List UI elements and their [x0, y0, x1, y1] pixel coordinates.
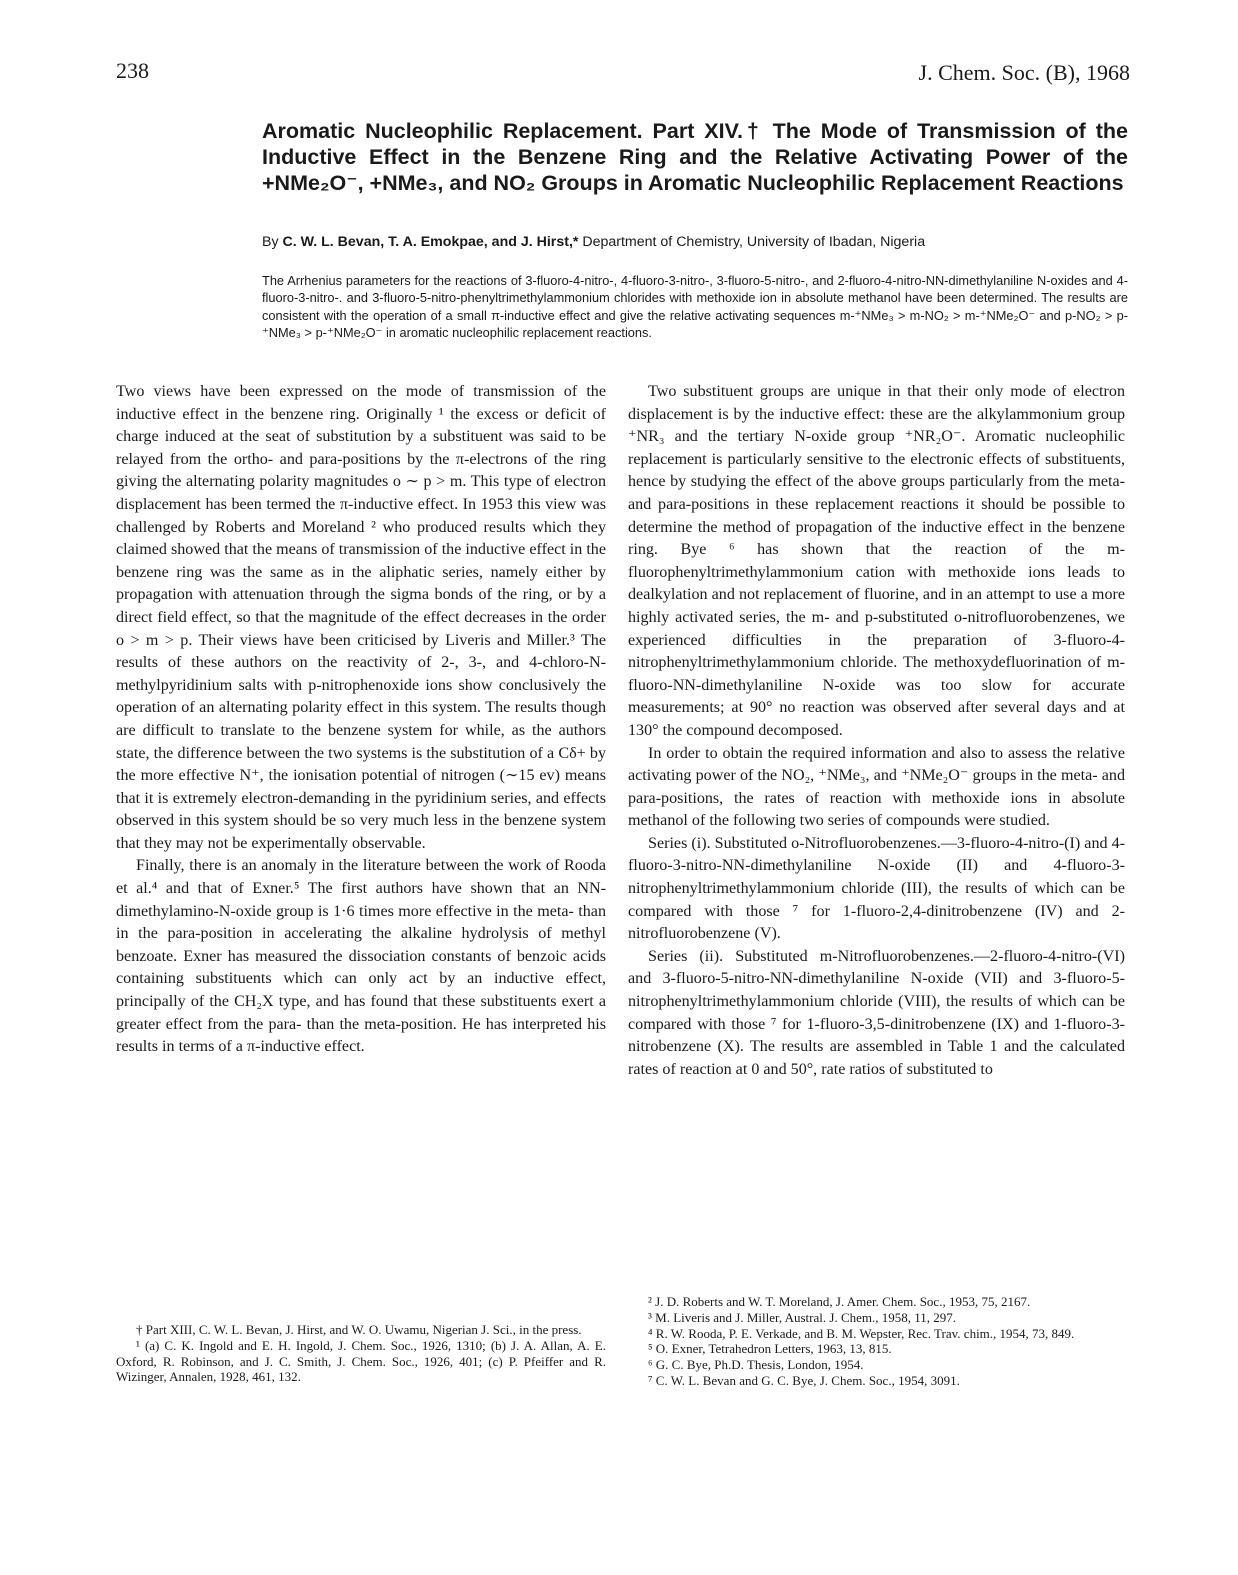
journal-reference: J. Chem. Soc. (B), 1968: [918, 60, 1130, 85]
footnotes-left: [116, 1322, 606, 1385]
footnote: ⁶ G. C. Bye, Ph.D. Thesis, London, 1954.: [648, 1357, 864, 1373]
page-number: 238: [116, 58, 149, 83]
paragraph: Series (ii). Substituted m-Nitrofluorobenzenes.—2-fluoro-4-nitro-(VI) and 3-fluoro-5-nitro-NN-dimethylaniline N-oxide (VII) and 3-fluoro-5-nitrophenyltrimethylammonium chloride (VIII), the results of which can be compared with those ⁷ for 1-fluoro-3,5-dinitrobenzene (IX) and 1-fluoro-3-nitrobenzene (X). The results are assembled in Table 1 and the calculated rates of reaction at 0 and 50°, rate ratios of substituted to: [628, 947, 1125, 1078]
footnote: † Part XIII, C. W. L. Bevan, J. Hirst, and W. O. Uwamu, Nigerian J. Sci., in the press.: [136, 1322, 582, 1337]
paragraph: Series (i). Substituted o-Nitrofluorobenzenes.—3-fluoro-4-nitro-(I) and 4-fluoro-3-nitro-NN-dimethylaniline N-oxide (II) and 4-fluoro-3-nitrophenyltrimethylammonium chloride (III), the results of which can be compared with those ⁷ for 1-fluoro-2,4-dinitrobenzene (IV) and 2-nitrofluorobenzene (V).: [628, 834, 1125, 943]
paragraph: Finally, there is an anomaly in the literature between the work of Rooda et al.⁴ and that of Exner.⁵ The first authors have shown that an NN-dimethylamino-N-oxide group is 1·6 times more effective in the meta- than in the para-position in accelerating the alkaline hydrolysis of methyl benzoate. Exner has measured the dissociation constants of benzoic acids containing substituents which can only act by an inductive effect, principally of the CH₂X type, and has found that these substituents exert a greater effect from the para- than the meta-position. He has interpreted his results in terms of a π-inductive effect.: [116, 857, 606, 1056]
footnote: ⁴ R. W. Rooda, P. E. Verkade, and B. M. Wepster, Rec. Trav. chim., 1954, 73, 849.: [648, 1325, 1075, 1341]
left-column: [116, 381, 606, 1059]
footnotes-right: [628, 1294, 1125, 1389]
byline-prefix: By: [262, 234, 283, 250]
right-column: [628, 381, 1125, 1081]
title-dagger: †: [742, 119, 763, 143]
title-part-1: Aromatic Nucleophilic Replacement. Part XIV.: [262, 119, 743, 143]
byline: [262, 234, 1132, 250]
footnote: ² J. D. Roberts and W. T. Moreland, J. Amer. Chem. Soc., 1953, 75, 2167.: [648, 1294, 1031, 1309]
paragraph: In order to obtain the required information and also to assess the relative activating power of the NO₂, ⁺NMe₃, and ⁺NMe₂O⁻ groups in the meta- and para-positions, the rates of reaction with methoxide ions in absolute methanol of the following two series of compounds were studied.: [628, 744, 1125, 830]
title-groups: +NMe₂O⁻, +NMe₃, and NO₂: [262, 171, 536, 195]
paragraph: Two substituent groups are unique in that their only mode of electron displacement is by the inductive effect: these are the alkylammonium group ⁺NR₃ and the tertiary N-oxide group ⁺NR₂O⁻. Aromatic nucleophilic replacement is particularly sensitive to the electronic effects of substituents, hence by studying the effect of the above groups particularly from the meta- and para-positions in these replacement reactions it should be possible to determine the method of propagation of the inductive effect in the benzene ring. Bye ⁶ has shown that the reaction of the m-fluorophenyltrimethylammonium cation with methoxide ions leads to dealkylation and not replacement of fluorine, and in an attempt to use a more highly activated series, the m- and p-substituted o-nitrofluorobenzenes, we experienced difficulties in the preparation of 3-fluoro-4-nitrophenyltrimethylammonium chloride. The methoxydefluorination of m-fluoro-NN-dimethylaniline N-oxide was too slow for accurate measurements; at 90° no reaction was observed after several days and at 130° the compound decomposed.: [628, 383, 1125, 739]
authors: C. W. L. Bevan, T. A. Emokpae, and J. Hirst,*: [282, 234, 579, 250]
footnote: ⁵ O. Exner, Tetrahedron Letters, 1963, 13, 815.: [648, 1341, 892, 1357]
article-title: [262, 118, 1128, 196]
abstract: The Arrhenius parameters for the reactions of 3-fluoro-4-nitro-, 4-fluoro-3-nitro-, 3-fluoro-5-nitro-, and 2-fluoro-4-nitro-NN-dimethylaniline N-oxides and 4-fluoro-3-nitro-. and 3-fluoro-5-nitro-phenyltrimethylammonium chlorides with methoxide ion in absolute methanol have been determined. The results are consistent with the operation of a small π-inductive effect and give the relative activating sequences m-⁺NMe₃ > m-NO₂ > m-⁺NMe₂O⁻ and p-NO₂ > p-⁺NMe₃ > p-⁺NMe₂O⁻ in aromatic nucleophilic replacement reactions.: [262, 273, 1128, 340]
title-part-2: The Mode of Transmission of the Inductive Effect in the Benzene Ring and the Relative Activating Power of the: [262, 119, 1128, 169]
paragraph: Two views have been expressed on the mode of transmission of the inductive effect in the benzene ring. Originally ¹ the excess or deficit of charge induced at the seat of substitution by a substituent was said to be relayed from the ortho- and para-positions by the π-electrons of the ring giving the alternating polarity magnitudes o ∼ p > m. This type of electron displacement has been termed the π-inductive effect. In 1953 this view was challenged by Roberts and Moreland ² who produced results which they claimed showed that the means of transmission of the inductive effect in the benzene ring was the same as in the aliphatic series, namely either by propagation with attenuation through the sigma bonds of the ring, or by a direct field effect, so that the magnitude of the effect decreases in the order o > m > p. Their views have been criticised by Liveris and Miller.³ The results of these authors on the reactivity of 2-, 3-, and 4-chloro-N-methylpyridinium salts with p-nitrophenoxide ions show conclusively the operation of an alternating polarity effect in this system. The results though are difficult to translate to the benzene system for while, as the authors state, the difference between the two systems is the substitution of a Cδ+ by the more effective N⁺, the ionisation potential of nitrogen (∼15 ev) means that it is extremely electron-demanding in the pyridinium series, and effects observed in this system should be so very much less in the benzene system that they may not be experimentally observable.: [116, 383, 606, 852]
footnote: ¹ (a) C. K. Ingold and E. H. Ingold, J. Chem. Soc., 1926, 1310; (b) J. A. Allan, A. E. Oxford, R. Robinson, and J. C. Smith, J. Chem. Soc., 1926, 401; (c) P. Pfeiffer and R. Wizinger, Annalen, 1928, 461, 132.: [116, 1337, 606, 1385]
title-part-3: Groups in Aromatic Nucleophilic Replacement Reactions: [535, 171, 1124, 195]
affiliation: Department of Chemistry, University of Ibadan, Nigeria: [578, 234, 926, 250]
footnote: ⁷ C. W. L. Bevan and G. C. Bye, J. Chem. Soc., 1954, 3091.: [648, 1372, 960, 1388]
footnote: ³ M. Liveris and J. Miller, Austral. J. Chem., 1958, 11, 297.: [648, 1309, 957, 1325]
